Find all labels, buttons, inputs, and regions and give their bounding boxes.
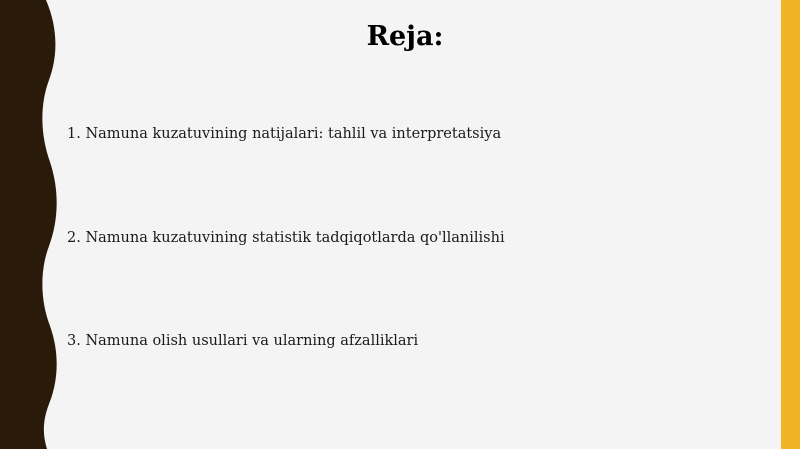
- list-item: 2. Namuna kuzatuvining statistik tadqiqotlarda qo'llanilishi: [67, 230, 505, 246]
- list-item: 3. Namuna olish usullari va ularning afzalliklari: [67, 333, 419, 349]
- slide-title: Reja:: [366, 21, 444, 52]
- list-item: 1. Namuna kuzatuvining natijalari: tahlil va interpretatsiya: [67, 126, 502, 142]
- wavy-left-border: [0, 0, 70, 449]
- wavy-band-shape: [0, 0, 57, 449]
- right-accent-bar: [781, 0, 800, 449]
